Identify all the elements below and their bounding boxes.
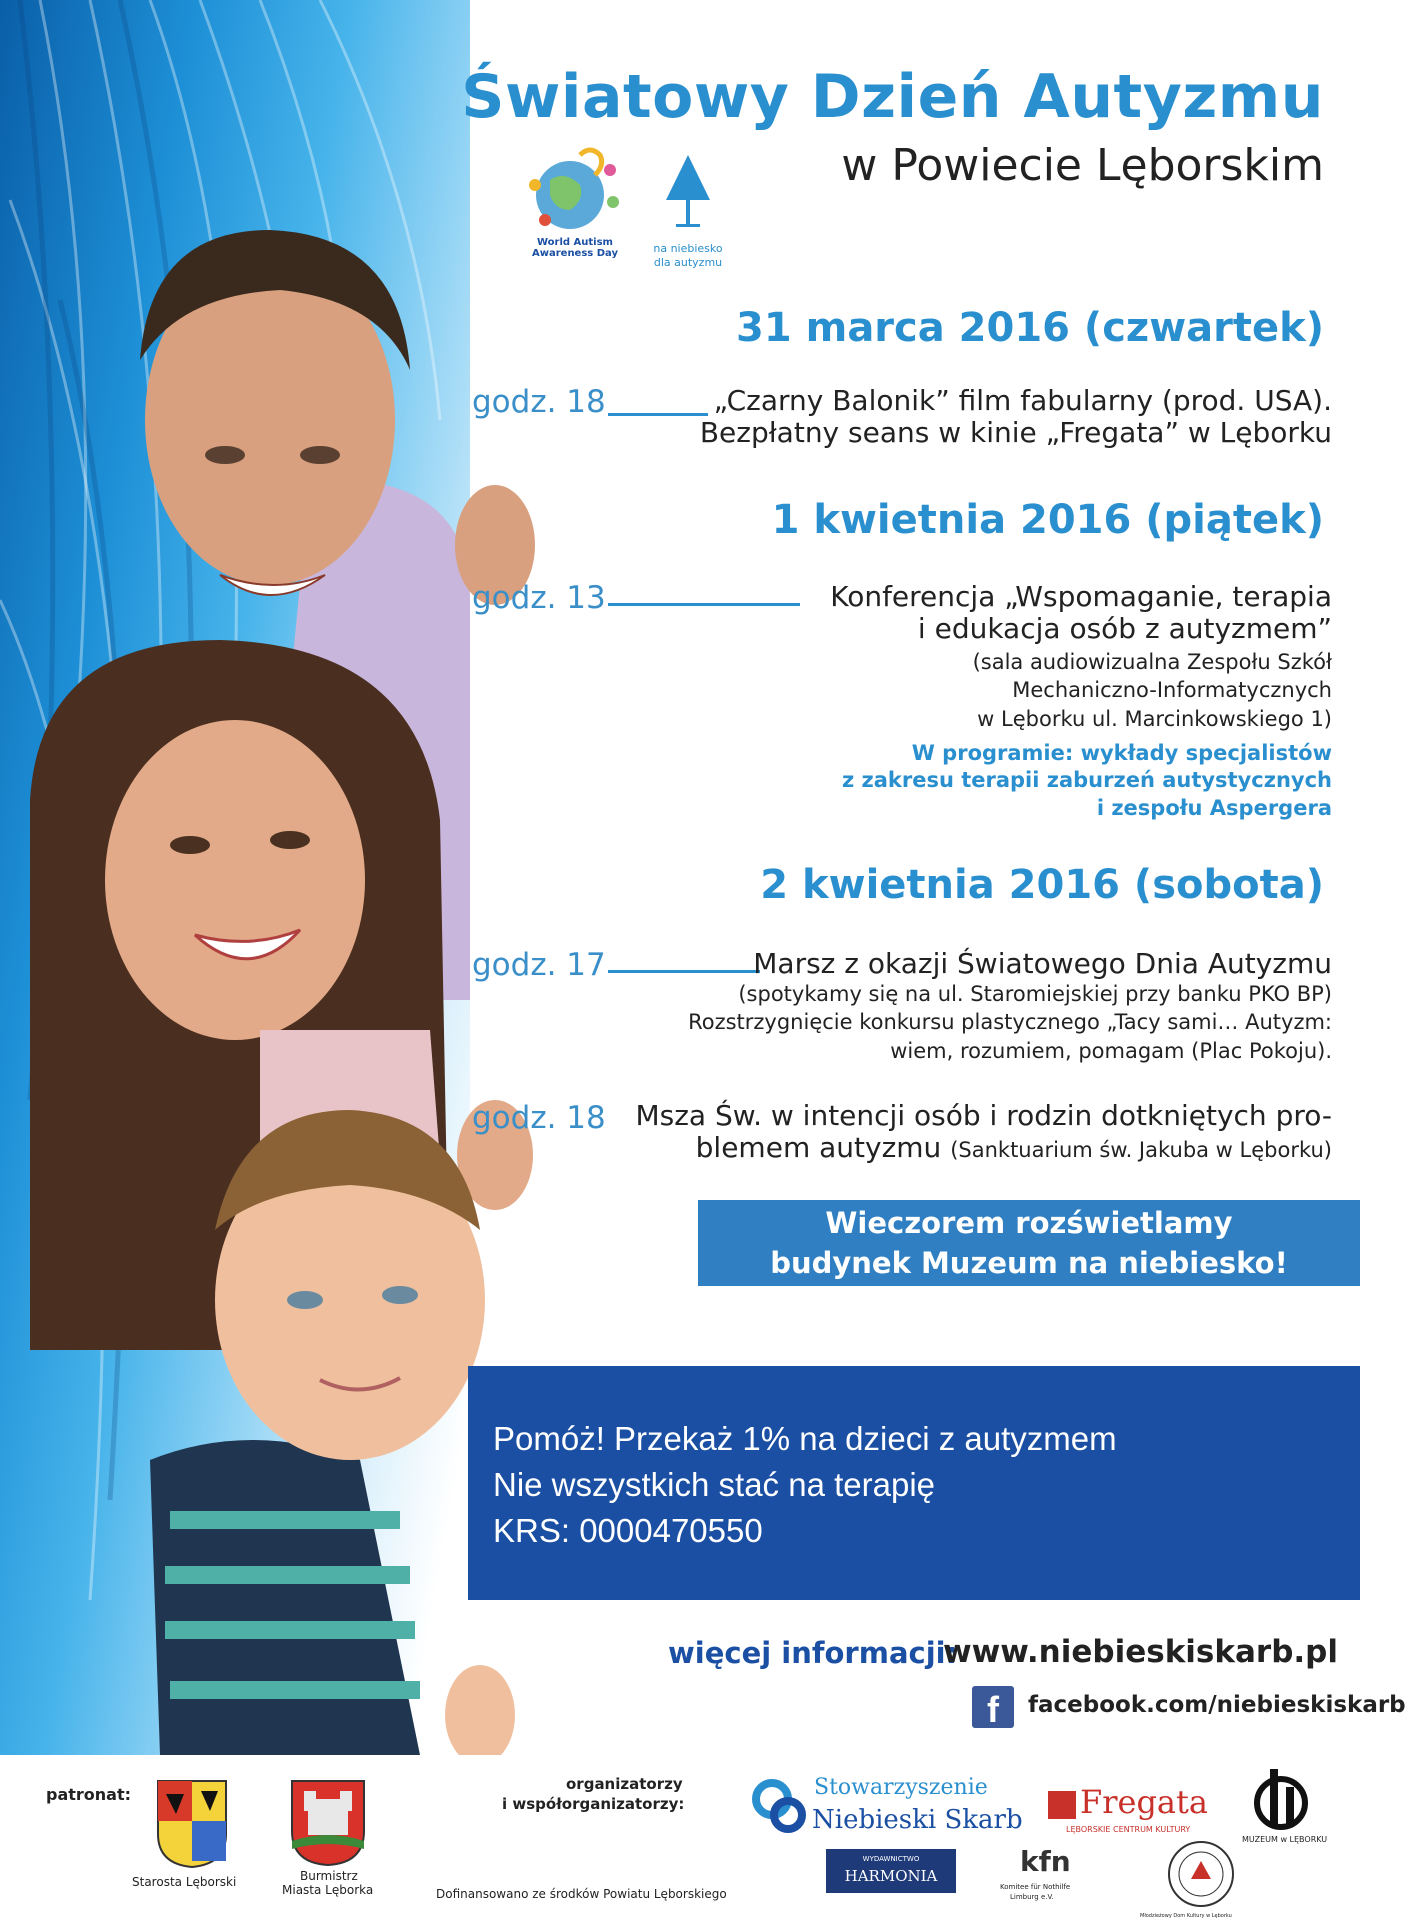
event-4-line-2: blemem autyzmu — [695, 1131, 942, 1165]
event-3-small-2: Rozstrzygnięcie konkursu plastycznego „Tacy sami… Autyzm: — [688, 1010, 1332, 1035]
harmonia-caption-2: HARMONIA — [844, 1867, 938, 1885]
fregata-name: Fregata — [1080, 1783, 1208, 1821]
highlight-line-2: budynek Muzeum na niebiesko! — [770, 1246, 1288, 1280]
world-autism-awareness-day-logo — [525, 140, 625, 265]
organizers-label-1: organizatorzy — [566, 1775, 683, 1793]
logo-caption-2: dla autyzmu — [653, 256, 723, 269]
donation-box — [468, 1366, 1360, 1600]
lamp-icon — [648, 150, 728, 230]
event-3-small-1: (spotykamy się na ul. Staromiejskiej przy banku PKO BP) — [738, 982, 1332, 1006]
starosta-coat-of-arms-icon — [156, 1779, 228, 1869]
niebieski-skarb-logo-icon — [750, 1777, 808, 1835]
event-line-3 — [608, 970, 760, 973]
donation-line-2: Nie wszystkich stać na terapię — [493, 1466, 936, 1503]
event-3-small-3: wiem, rozumiem, pomagam (Plac Pokoju). — [890, 1038, 1332, 1063]
event-time-1: godz. 18 — [472, 384, 606, 420]
waad-caption: World Autism Awareness Day — [532, 237, 618, 259]
fregata-flag-icon — [1048, 1791, 1076, 1819]
family-photo — [0, 0, 520, 1755]
burmistrz-caption-2: Miasta Lęborka — [282, 1883, 374, 1897]
event-2-program — [842, 740, 1332, 822]
event-2-small-3: w Lęborku ul. Marcinkowskiego 1) — [977, 706, 1332, 731]
logo-caption-1: na niebiesko — [653, 242, 723, 255]
patronat-label: patronat: — [46, 1785, 132, 1804]
event-line-1 — [608, 413, 708, 416]
event-date-1: 31 marca 2016 (czwartek) — [736, 305, 1324, 351]
event-1-line-2: Bezpłatny seans w kinie „Fregata” w Lęborku — [699, 416, 1332, 450]
funding-note: Dofinansowano ze środków Powiatu Lęborskiego — [436, 1887, 727, 1901]
program-line-3: i zespołu Aspergera — [1096, 795, 1332, 820]
starosta-caption: Starosta Lęborski — [132, 1875, 237, 1889]
event-line-2 — [608, 603, 800, 606]
niebieski-skarb-name-1: Stowarzyszenie — [814, 1775, 988, 1800]
facebook-link[interactable]: facebook.com/niebieskiskarb — [1028, 1692, 1406, 1718]
niebieski-skarb-name-2: Niebieski Skarb — [812, 1805, 1023, 1835]
program-line-2: z zakresu terapii zaburzeń autystycznych — [841, 768, 1332, 793]
donation-krs: KRS: 0000470550 — [493, 1512, 763, 1549]
event-desc-4 — [635, 1100, 1332, 1164]
event-3-line-1: Marsz z okazji Światowego Dnia Autyzmu — [753, 947, 1332, 980]
kfn-logo-text: kfn — [1020, 1845, 1071, 1878]
mdk-caption: Młodzieżowy Dom Kultury w Lęborku — [1140, 1913, 1232, 1919]
event-2-small-2: Mechaniczno-Informatycznych — [1012, 678, 1332, 703]
kfn-caption-2: Limburg e.V. — [1010, 1893, 1054, 1901]
website-link[interactable]: www.niebieskiskarb.pl — [942, 1634, 1338, 1670]
fregata-subtitle: LĘBORSKIE CENTRUM KULTURY — [1066, 1825, 1191, 1834]
event-2-line-2: i edukacja osób z autyzmem” — [917, 612, 1332, 646]
event-4-line-2-wrap — [635, 1132, 1332, 1164]
globe-icon — [525, 140, 625, 235]
event-2-venue — [973, 648, 1332, 733]
harmonia-caption-1: WYDAWNICTWO — [862, 1855, 920, 1863]
page-title: Światowy Dzień Autyzmu — [461, 62, 1324, 132]
event-time-2: godz. 13 — [472, 580, 606, 616]
event-desc-2 — [830, 581, 1332, 645]
program-line-1: W programie: wykłady specjalistów — [911, 741, 1332, 765]
boy-hand — [445, 1665, 515, 1765]
more-info-label: więcej informacji: — [668, 1636, 958, 1670]
harmonia-logo — [826, 1849, 956, 1893]
highlight-line-1: Wieczorem rozświetlamy — [825, 1206, 1233, 1240]
event-4-line-1: Msza Św. w intencji osób i rodzin dotkniętych pro- — [635, 1099, 1332, 1132]
na-niebiesko-logo — [648, 150, 728, 275]
event-time-3: godz. 17 — [472, 947, 606, 983]
boy-shirt — [150, 1440, 420, 1755]
donation-line-1: Pomóż! Przekaż 1% na dzieci z autyzmem — [493, 1420, 1117, 1457]
event-desc-3 — [753, 948, 1332, 980]
muzeum-logo-icon — [1250, 1767, 1312, 1831]
muzeum-caption: MUZEUM w LĘBORKU — [1242, 1835, 1328, 1844]
event-desc-1 — [700, 385, 1332, 449]
woman-face — [105, 720, 365, 1040]
kfn-caption-1: Komitee für Nothilfe — [1000, 1883, 1071, 1891]
burmistrz-caption-1: Burmistrz — [300, 1869, 358, 1883]
organizers-label-2: i współorganizatorzy: — [502, 1795, 685, 1813]
event-3-details — [688, 980, 1332, 1065]
event-2-line-1: Konferencja „Wspomaganie, terapia — [830, 580, 1332, 613]
photo-panel — [0, 0, 470, 1755]
burmistrz-coat-of-arms-icon — [290, 1779, 366, 1867]
footer — [0, 1755, 1364, 1920]
event-4-venue: (Sanktuarium św. Jakuba w Lęborku) — [950, 1138, 1332, 1163]
event-1-line-1: „Czarny Balonik” film fabularny (prod. USA). — [713, 384, 1332, 417]
mdk-seal-icon — [1166, 1839, 1236, 1909]
highlight-box — [698, 1200, 1360, 1286]
event-time-4: godz. 18 — [472, 1100, 606, 1136]
event-2-small-1: (sala audiowizualna Zespołu Szkół — [972, 650, 1332, 674]
facebook-icon[interactable]: f — [972, 1686, 1014, 1728]
event-date-3: 2 kwietnia 2016 (sobota) — [760, 862, 1324, 908]
event-date-2: 1 kwietnia 2016 (piątek) — [771, 497, 1324, 543]
page-subtitle: w Powiecie Lęborskim — [841, 140, 1324, 191]
